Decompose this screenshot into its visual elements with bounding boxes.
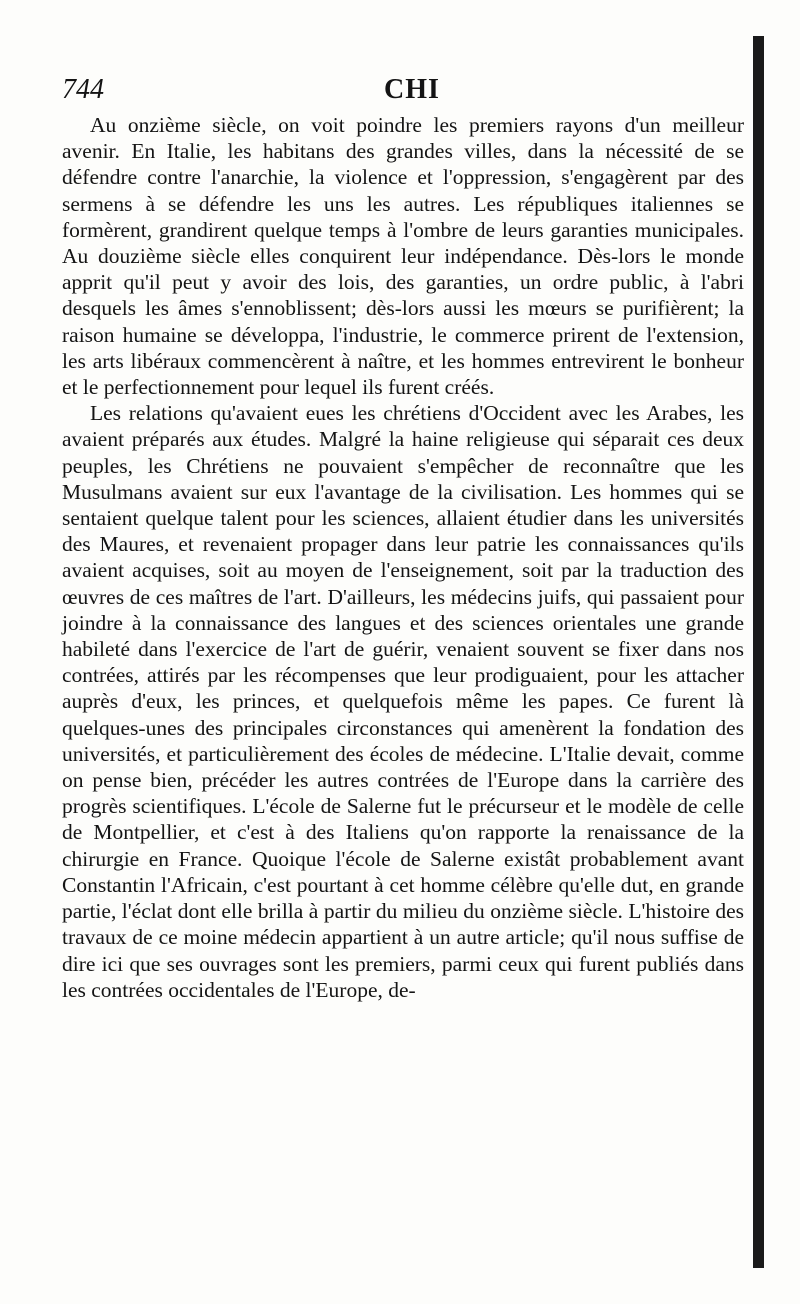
body-text — [62, 112, 744, 1003]
running-head: CHI — [384, 74, 440, 105]
page-edge-shadow — [753, 36, 764, 1268]
paragraph: Les relations qu'avaient eues les chrétiens d'Occident avec les Arabes, les avaient préparés aux études. Malgré la haine religieuse qui séparait ces deux peuples, les Chrétiens ne pouvaient s'empêcher de reconnaître que les Musulmans avaient sur eux l'avantage de la civilisation. Les hommes qui se sentaient quelque talent pour les sciences, allaient étudier dans les universités des Maures, et revenaient propager dans leur patrie les connaissances qu'ils avaient acquises, soit au moyen de l'enseignement, soit par la traduction des œuvres de ces maîtres de l'art. D'ailleurs, les médecins juifs, qui passaient pour joindre à la connaissance des langues et des sciences orientales une grande habileté dans l'exercice de l'art de guérir, venaient souvent se fixer dans nos contrées, attirés par les récompenses que leur prodiguaient, pour les attacher auprès d'eux, les princes, et quelquefois même les papes. Ce furent là quelques-unes des principales circonstances qui amenèrent la fondation des universités, et particulièrement des écoles de médecine. L'Italie devait, comme on pense bien, précéder les autres contrées de l'Europe dans la carrière des progrès scientifiques. L'école de Salerne fut le précurseur et le modèle de celle de Montpellier, et c'est à des Italiens qu'on rapporte la renaissance de la chirurgie en France. Quoique l'école de Salerne existât probablement avant Constantin l'Africain, c'est pourtant à cet homme célèbre qu'elle dut, en grande partie, l'éclat dont elle brilla à partir du milieu du onzième siècle. L'histoire des travaux de ce moine médecin appartient à un autre article; qu'il nous suffise de dire ici que ses ouvrages sont les premiers, parmi ceux qui furent publiés dans les contrées occidentales de l'Europe, de- — [62, 401, 744, 1002]
page-number: 744 — [62, 74, 104, 105]
paragraph: Au onzième siècle, on voit poindre les premiers rayons d'un meilleur avenir. En Italie, les habitans des grandes villes, dans la nécessité de se défendre contre l'anarchie, la violence et l'oppression, s'engagèrent par des sermens à se défendre les uns les autres. Les républiques italiennes se formèrent, grandirent quelque temps à l'ombre de leurs garanties municipales. Au douzième siècle elles conquirent leur indépendance. Dès-lors le monde apprit qu'il peut y avoir des lois, des garanties, un ordre public, à l'abri desquels les âmes s'ennoblissent; dès-lors aussi les mœurs se purifièrent; la raison humaine se développa, l'industrie, le commerce prirent de l'extension, les arts libéraux commencèrent à naître, et les hommes entrevirent le bonheur et le perfectionnement pour lequel ils furent créés. — [62, 113, 744, 400]
page-header — [62, 70, 742, 110]
